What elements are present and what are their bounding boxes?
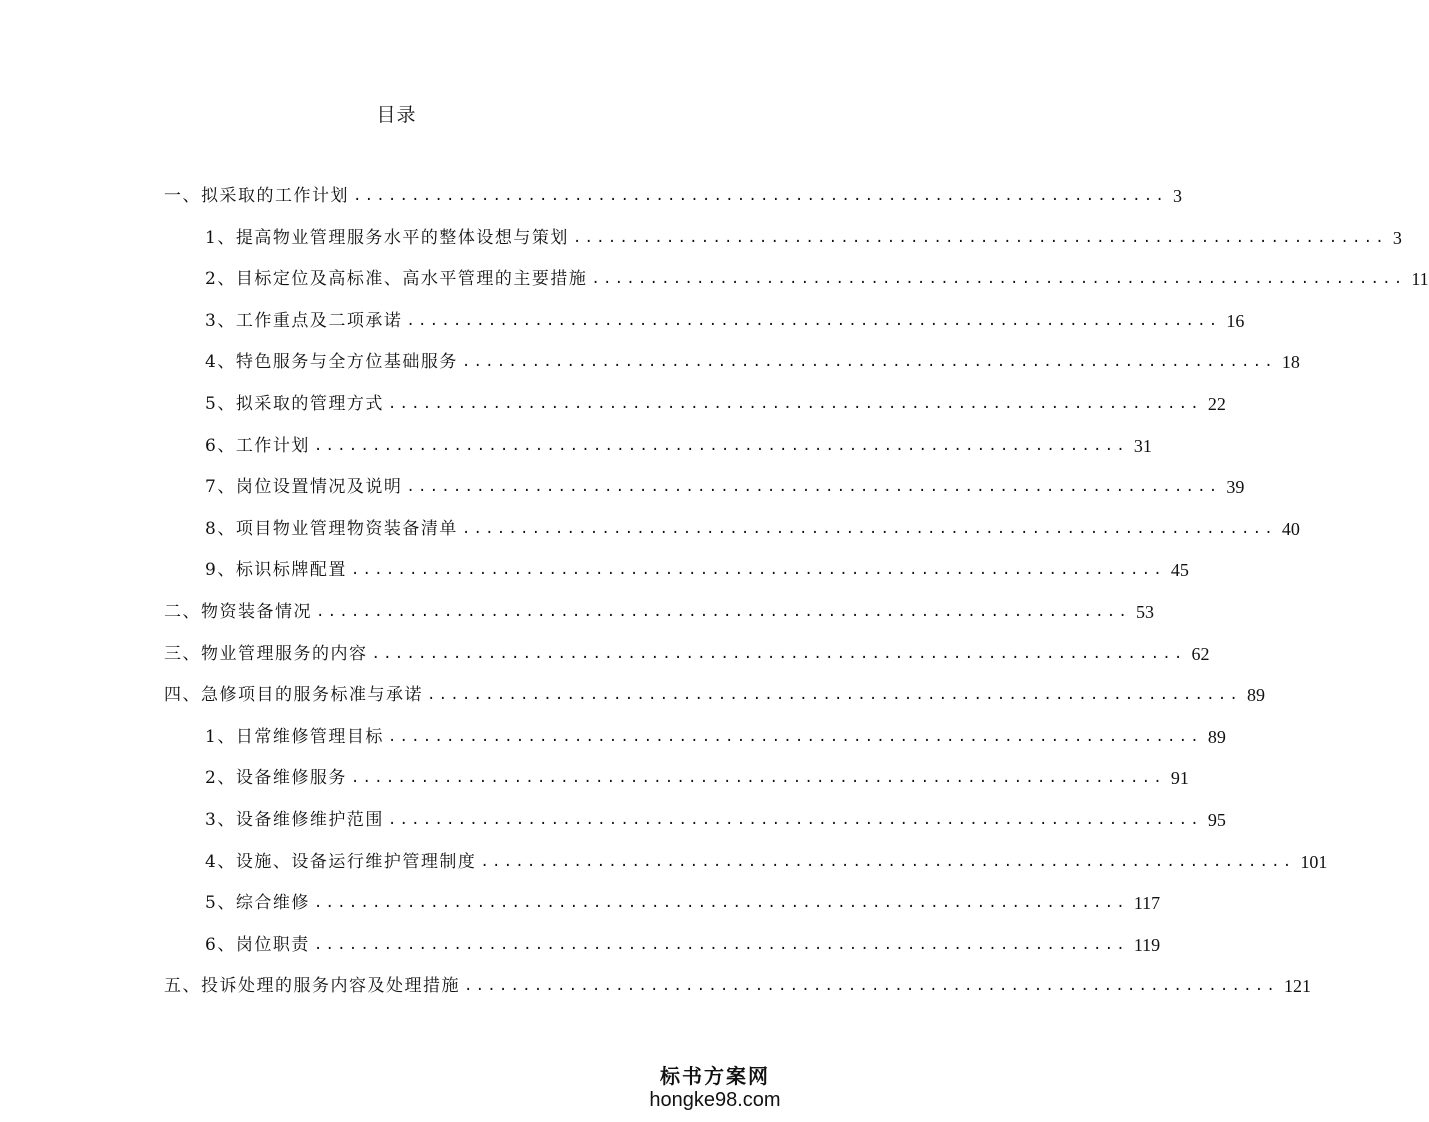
- toc-dot-leader: ......................................................................: [316, 604, 1131, 620]
- toc-dot-leader: ......................................................................: [350, 562, 1165, 578]
- toc-dot-leader: ......................................................................: [353, 188, 1168, 204]
- toc-page-number: 31: [1133, 436, 1152, 456]
- toc-page-number: 62: [1191, 644, 1210, 664]
- toc-dot-leader: ......................................................................: [313, 937, 1128, 953]
- toc-dot-leader: ......................................................................: [313, 895, 1128, 911]
- toc-entry[interactable]: [205, 306, 1245, 336]
- toc-page-number: 117: [1133, 893, 1161, 913]
- toc-page-number: 89: [1247, 685, 1266, 705]
- toc-dot-leader: ......................................................................: [387, 396, 1202, 412]
- toc-entry-label: 5、综合维修: [205, 893, 310, 913]
- toc-dot-leader: ......................................................................: [591, 271, 1406, 287]
- toc-page-number: 40: [1281, 519, 1300, 539]
- toc-entry[interactable]: [164, 639, 1210, 669]
- toc-page-number: 3: [1392, 228, 1402, 248]
- toc-entry-label: 7、岗位设置情况及说明: [205, 477, 403, 497]
- toc-dot-leader: ......................................................................: [387, 812, 1202, 828]
- toc-entry[interactable]: [205, 805, 1226, 835]
- toc-entry-label: 4、特色服务与全方位基础服务: [205, 352, 458, 372]
- toc-entry[interactable]: [205, 264, 1429, 294]
- toc-dot-leader: ......................................................................: [350, 770, 1165, 786]
- toc-page-number: 22: [1207, 394, 1226, 414]
- toc-dot-leader: ......................................................................: [313, 438, 1128, 454]
- toc-page-number: 39: [1226, 477, 1245, 497]
- toc-page-number: 11: [1411, 269, 1429, 289]
- toc-dot-leader: ......................................................................: [572, 230, 1387, 246]
- watermark-url: hongke98.com: [649, 1089, 781, 1111]
- toc-page-number: 89: [1207, 727, 1226, 747]
- toc-dot-leader: ......................................................................: [464, 978, 1279, 994]
- toc-entry-label: 9、标识标牌配置: [205, 560, 347, 580]
- toc-page-number: 45: [1170, 560, 1189, 580]
- toc-page-number: 121: [1284, 976, 1312, 996]
- toc-entry[interactable]: [205, 514, 1300, 544]
- toc-entry-label: 1、日常维修管理目标: [205, 727, 384, 747]
- toc-page-number: 53: [1136, 602, 1155, 622]
- toc-entry-label: 二、物资装备情况: [164, 602, 312, 622]
- toc-entry-label: 3、工作重点及二项承诺: [205, 311, 403, 331]
- toc-entry-label: 5、拟采取的管理方式: [205, 394, 384, 414]
- toc-entry-label: 2、设备维修服务: [205, 768, 347, 788]
- toc-entry-label: 2、目标定位及高标准、高水平管理的主要措施: [205, 269, 588, 289]
- toc-dot-leader: ......................................................................: [406, 313, 1221, 329]
- toc-entry[interactable]: [205, 389, 1226, 419]
- toc-entry-label: 五、投诉处理的服务内容及处理措施: [164, 976, 460, 996]
- toc-dot-leader: ......................................................................: [387, 729, 1202, 745]
- toc-entry-label: 一、拟采取的工作计划: [164, 186, 349, 206]
- toc-entry[interactable]: [205, 555, 1189, 585]
- toc-entry-label: 1、提高物业管理服务水平的整体设想与策划: [205, 228, 569, 248]
- watermark: [640, 1064, 790, 1112]
- toc-entry[interactable]: [205, 223, 1402, 253]
- toc-page-number: 91: [1170, 768, 1189, 788]
- toc-entry-label: 6、工作计划: [205, 436, 310, 456]
- toc-entry-label: 3、设备维修维护范围: [205, 810, 384, 830]
- toc-entry-label: 6、岗位职责: [205, 935, 310, 955]
- toc-entry[interactable]: [205, 930, 1161, 960]
- toc-page-number: 119: [1133, 935, 1161, 955]
- toc-page-number: 95: [1207, 810, 1226, 830]
- toc-entry-label: 4、设施、设备运行维护管理制度: [205, 852, 477, 872]
- toc-dot-leader: ......................................................................: [371, 646, 1186, 662]
- toc-page-number: 101: [1300, 852, 1328, 872]
- toc-entry[interactable]: [164, 680, 1266, 710]
- toc-entry-label: 四、急修项目的服务标准与承诺: [164, 685, 423, 705]
- toc-entry[interactable]: [205, 431, 1152, 461]
- page-title: 目录: [376, 104, 417, 126]
- toc-entry-label: 三、物业管理服务的内容: [164, 644, 368, 664]
- toc-dot-leader: ......................................................................: [406, 479, 1221, 495]
- toc-entry[interactable]: [205, 472, 1245, 502]
- watermark-name: 标书方案网: [660, 1064, 770, 1088]
- toc-entry[interactable]: [205, 722, 1226, 752]
- toc-page-number: 18: [1281, 352, 1300, 372]
- toc-entry[interactable]: [164, 597, 1155, 627]
- toc-entry[interactable]: [164, 181, 1183, 211]
- toc-dot-leader: ......................................................................: [480, 854, 1295, 870]
- toc-dot-leader: ......................................................................: [427, 687, 1242, 703]
- toc-entry[interactable]: [205, 847, 1328, 877]
- toc-entry-label: 8、项目物业管理物资装备清单: [205, 519, 458, 539]
- toc-entry[interactable]: [205, 888, 1161, 918]
- toc-page-number: 3: [1173, 186, 1183, 206]
- toc-dot-leader: ......................................................................: [461, 354, 1276, 370]
- toc-entry[interactable]: [205, 347, 1300, 377]
- toc-page-number: 16: [1226, 311, 1245, 331]
- toc-entry[interactable]: [205, 763, 1189, 793]
- toc-dot-leader: ......................................................................: [461, 521, 1276, 537]
- toc-entry[interactable]: [164, 971, 1312, 1001]
